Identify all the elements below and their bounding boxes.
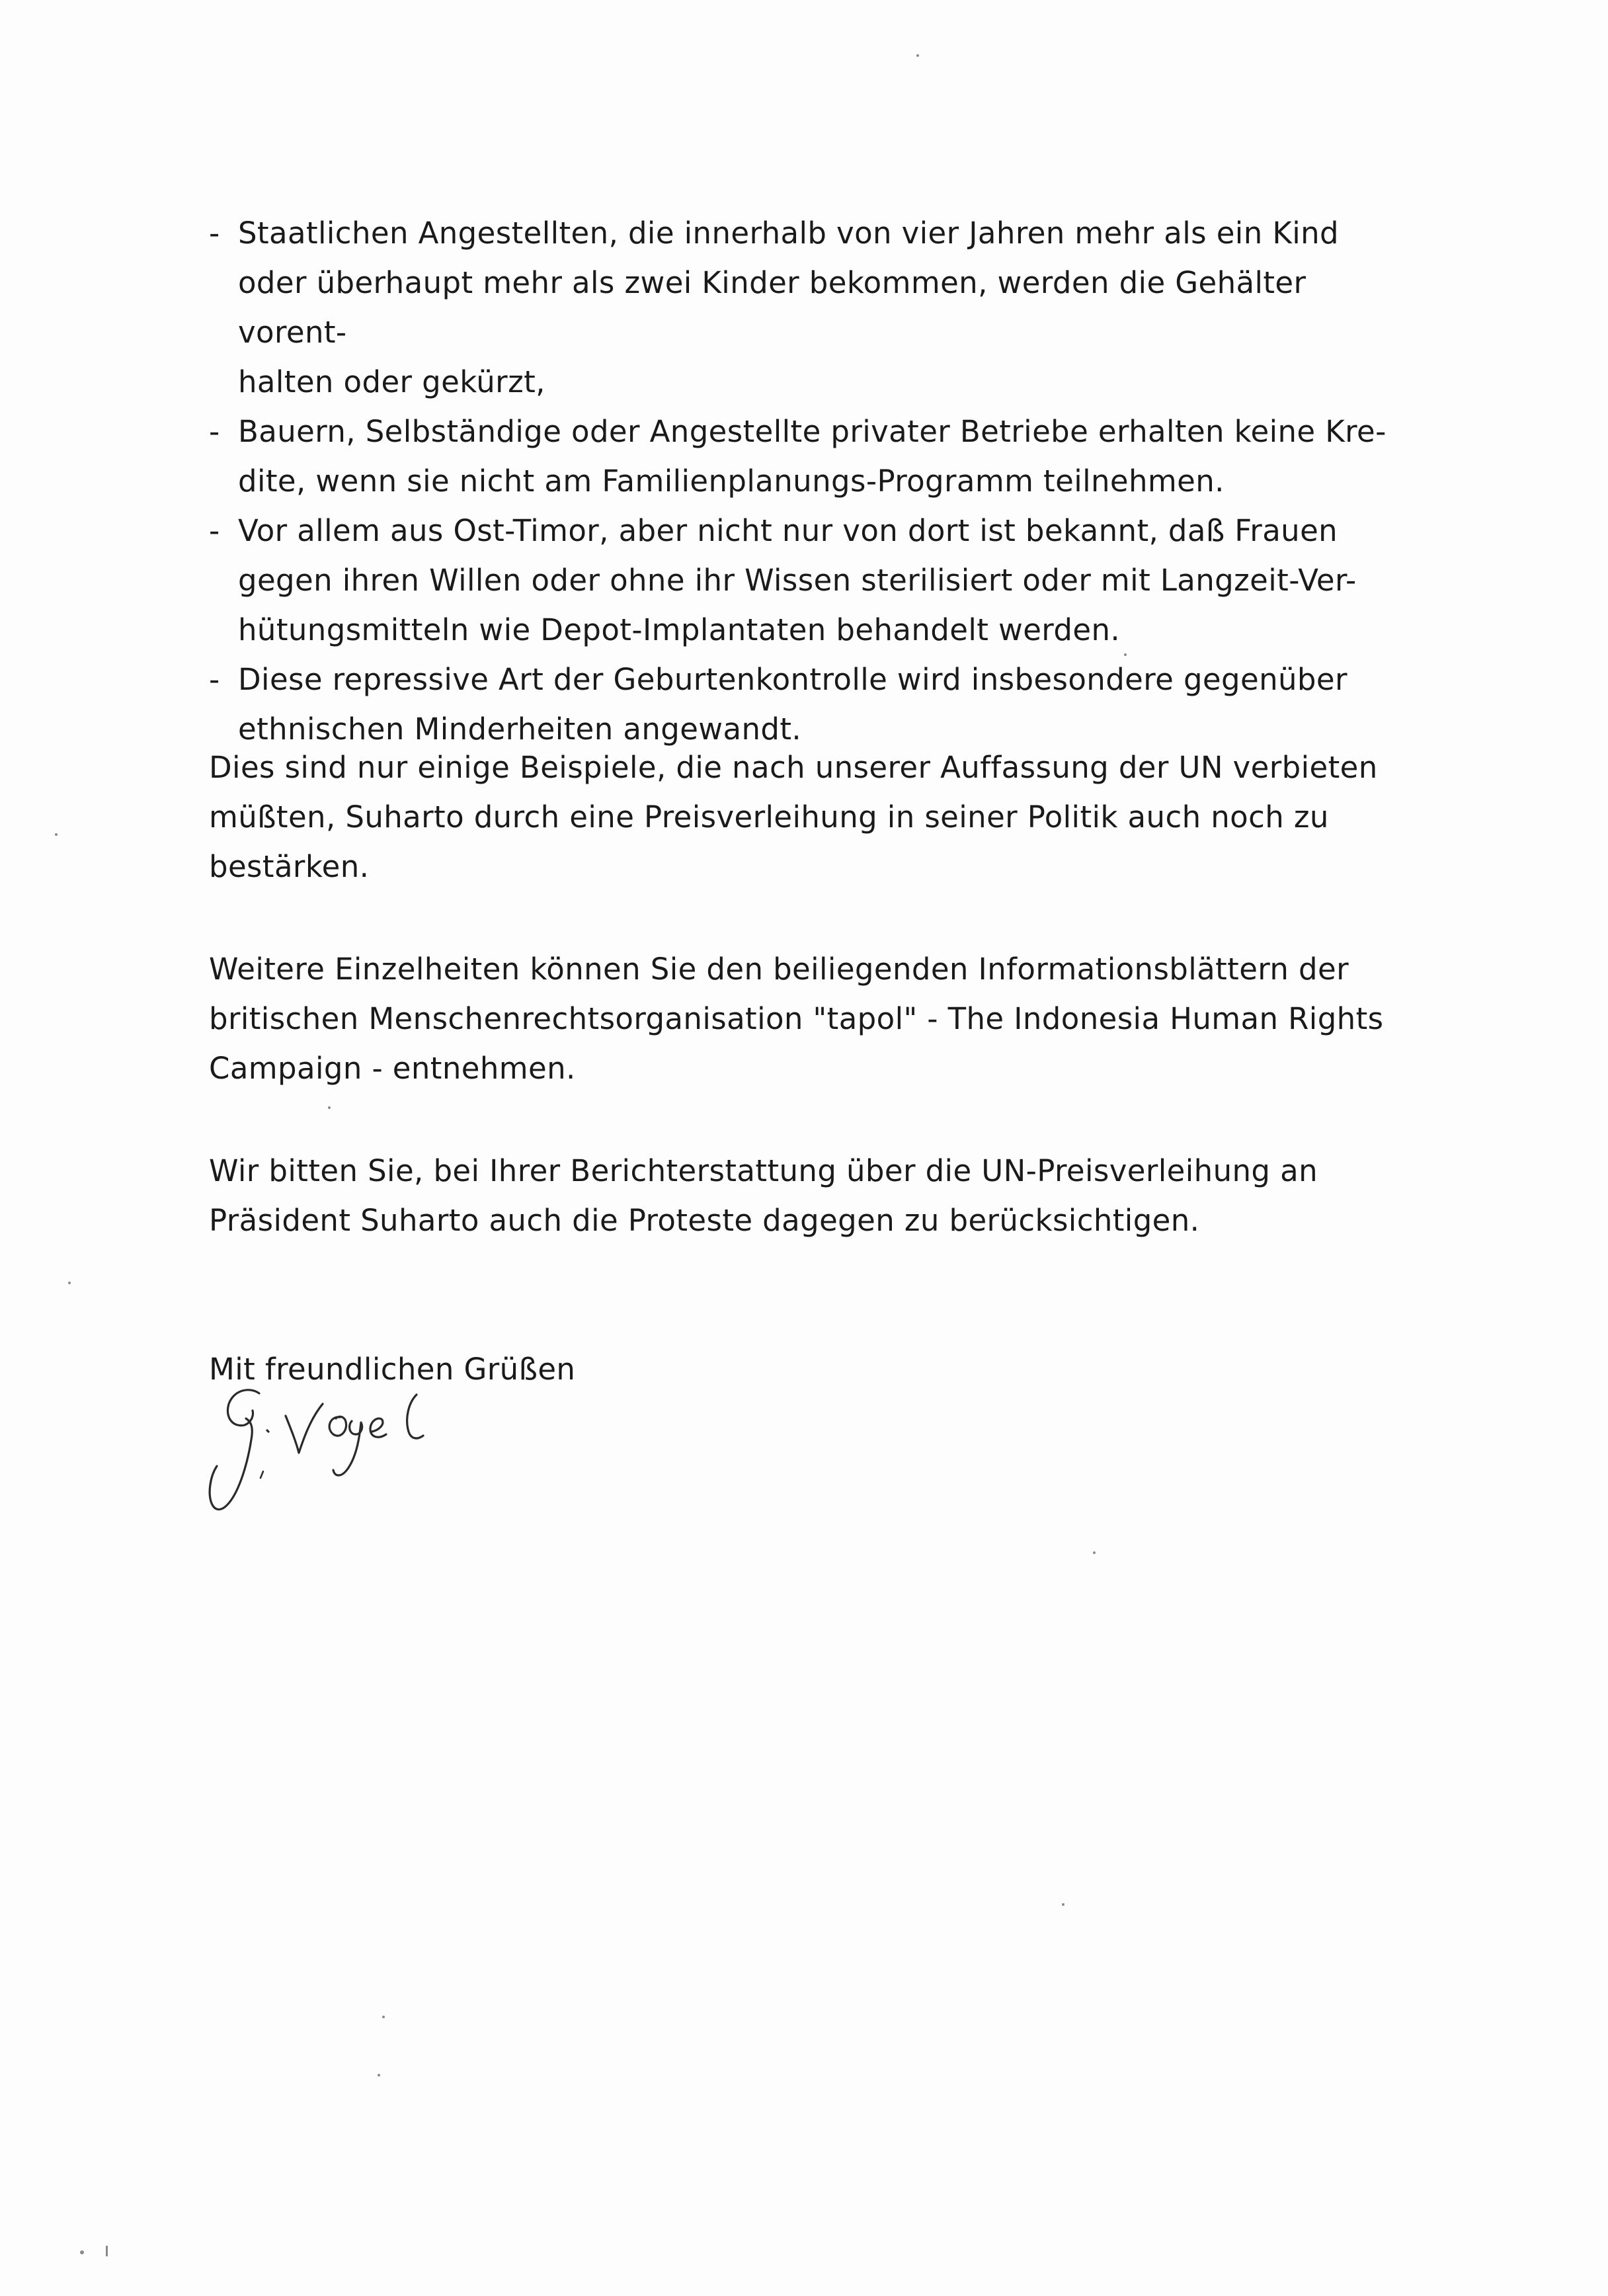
bullet-dash: -: [209, 414, 220, 449]
bullet-dash: -: [209, 513, 220, 548]
paragraph-line: müßten, Suharto durch eine Preisverleihung in seiner Politik auch noch zu: [209, 800, 1329, 835]
bullet-line: hütungsmitteln wie Depot-Implantaten behandelt werden.: [238, 612, 1121, 647]
bullet-list: [209, 208, 1399, 754]
paragraph-details: [209, 944, 1399, 1093]
paragraph-examples: [209, 743, 1399, 891]
bullet-item-1: [209, 208, 1399, 407]
bullet-item-3: [209, 506, 1399, 655]
bullet-line: Vor allem aus Ost-Timor, aber nicht nur von dort ist bekannt, daß Frauen: [238, 513, 1338, 548]
bullet-line: oder überhaupt mehr als zwei Kinder bekommen, werden die Gehälter vorent-: [238, 265, 1306, 350]
bullet-line: dite, wenn sie nicht am Familienplanungs-Programm teilnehmen.: [238, 464, 1225, 499]
bullet-dash: -: [209, 662, 220, 697]
bullet-line: halten oder gekürzt,: [238, 364, 545, 399]
bullet-line: Bauern, Selbständige oder Angestellte privater Betriebe erhalten keine Kre-: [238, 414, 1387, 449]
bullet-item-4: [209, 655, 1399, 754]
handwritten-signature: [198, 1379, 463, 1538]
paragraph-line: Wir bitten Sie, bei Ihrer Berichterstattung über die UN-Preisverleihung an: [209, 1153, 1318, 1188]
bullet-dash: -: [209, 216, 220, 251]
paragraph-line: bestärken.: [209, 849, 370, 884]
paragraph-line: britischen Menschenrechtsorganisation "tapol" - The Indonesia Human Rights: [209, 1001, 1384, 1036]
paragraph-request: [209, 1146, 1399, 1245]
paragraph-line: Campaign - entnehmen.: [209, 1051, 576, 1086]
bullet-line: ethnischen Minderheiten angewandt.: [238, 712, 802, 747]
paragraph-line: Weitere Einzelheiten können Sie den beiliegenden Informationsblättern der: [209, 952, 1349, 987]
paragraph-line: Präsident Suharto auch die Proteste dagegen zu berücksichtigen.: [209, 1203, 1200, 1238]
bullet-item-2: [209, 407, 1399, 506]
bullet-line: gegen ihren Willen oder ohne ihr Wissen sterilisiert oder mit Langzeit-Ver-: [238, 563, 1357, 598]
bullet-line: Diese repressive Art der Geburtenkontrolle wird insbesondere gegenüber: [238, 662, 1347, 697]
bullet-line: Staatlichen Angestellten, die innerhalb von vier Jahren mehr als ein Kind: [238, 216, 1340, 251]
paragraph-line: Dies sind nur einige Beispiele, die nach unserer Auffassung der UN verbieten: [209, 750, 1378, 785]
closing-salutation: Mit freundlichen Grüßen: [209, 1352, 576, 1387]
